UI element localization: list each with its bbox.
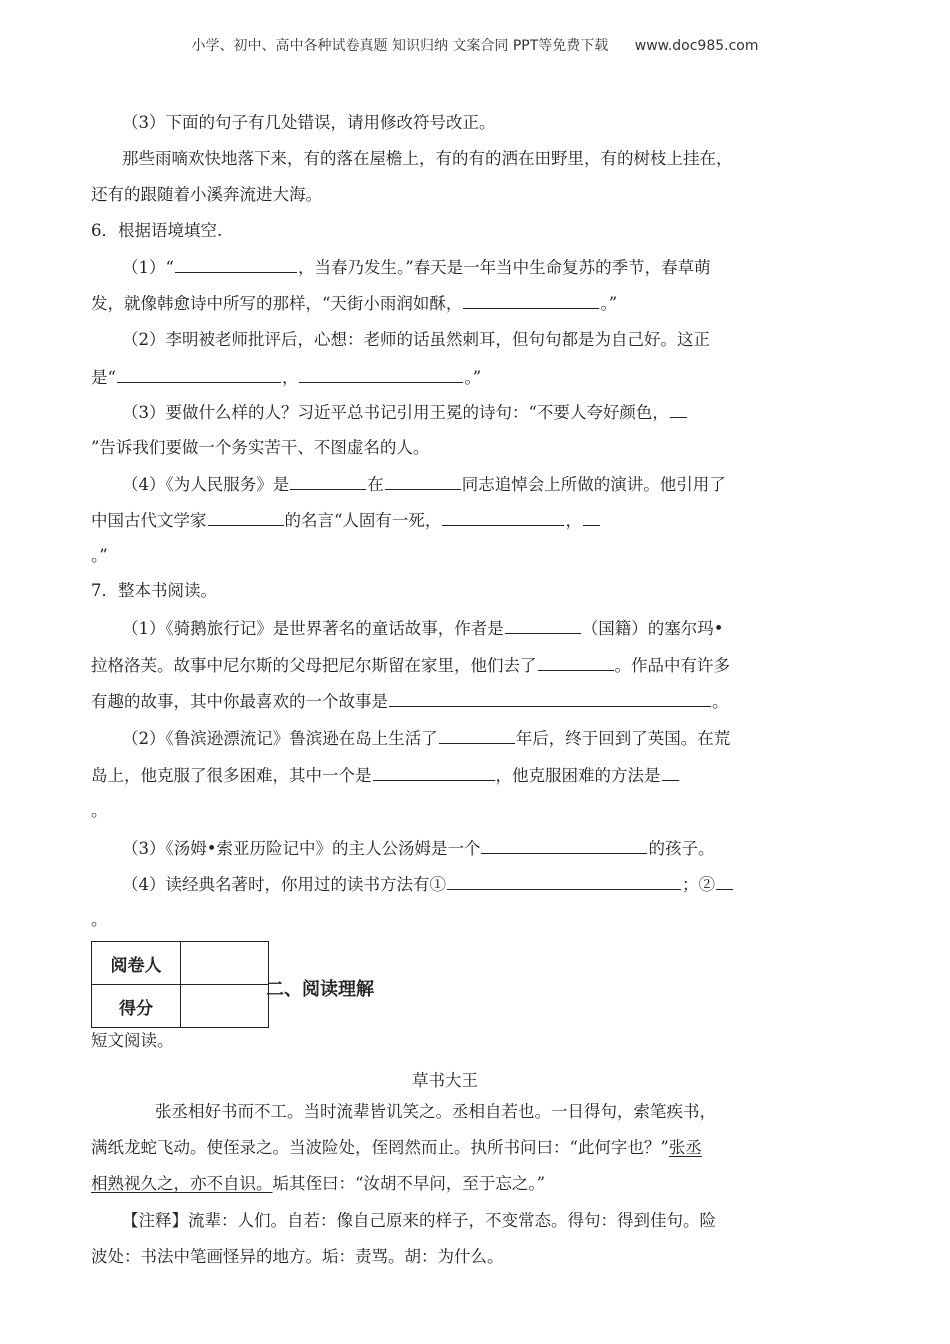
- answer-blank[interactable]: [175, 256, 297, 273]
- q6-item4-e: 的名言“人固有一死，: [284, 511, 442, 530]
- answer-blank[interactable]: [299, 366, 463, 383]
- passage-p2-a: 满纸龙蛇飞动。使侄录之。当波险处，侄罔然而止。执所书问曰：“此何字也？”: [91, 1138, 669, 1157]
- q6-item1-line2: [91, 292, 881, 315]
- note-line-1: 【注释】流辈：人们。自若：像自己原来的样子，不变常态。得句：得到佳句。险: [122, 1211, 716, 1230]
- q6-item1-line1: [122, 256, 912, 279]
- score-cell[interactable]: [181, 985, 269, 1028]
- answer-blank[interactable]: [463, 292, 599, 309]
- q6-item1-d: 。”: [600, 294, 618, 313]
- q6-title: 6．根据语境填空.: [91, 221, 223, 240]
- q7-item4-a: （4）读经典名著时，你用过的读书方法有①: [122, 875, 446, 894]
- q6-item4-line1: [122, 473, 912, 496]
- q7-item1-f: 。: [712, 692, 729, 711]
- section-title: 二、阅读理解: [266, 979, 374, 1000]
- q7-item3-b: 的孩子。: [648, 839, 715, 858]
- q7-item3-a: （3）《汤姆•索亚历险记中》的主人公汤姆是一个: [122, 839, 481, 858]
- q7-item1-b: （国籍）的塞尔玛•: [581, 619, 724, 638]
- q7-item2-line2: [91, 764, 881, 787]
- score-label: 得分: [92, 985, 181, 1028]
- answer-blank[interactable]: [208, 509, 284, 526]
- passage-line-3: [91, 1173, 881, 1195]
- q6-item1-a: （1）“: [122, 258, 174, 277]
- section-intro: 短文阅读。: [91, 1031, 174, 1050]
- q6-item4-a: （4）《为人民服务》是: [122, 475, 290, 494]
- passage-underlined-a: 张丞: [668, 1138, 702, 1157]
- q6-item3-line2: ”告诉我们要做一个务实苦干、不图虚名的人。: [91, 438, 430, 457]
- q7-title: 7．整本书阅读。: [91, 581, 217, 600]
- q6-item2-b: 是“: [91, 368, 116, 387]
- q5-3-sentence-1: 那些雨嘀欢快地落下来，有的落在屋檐上，有的有的洒在田野里，有的树枝上挂在，: [122, 149, 733, 168]
- q7-item2-line1: [122, 727, 912, 750]
- score-table: [91, 941, 269, 1028]
- answer-blank[interactable]: [290, 473, 366, 490]
- q7-item2-line3: 。: [91, 801, 108, 820]
- q7-item1-c: 拉格洛芙。故事中尼尔斯的父母把尼尔斯留在家里，他们去了: [91, 656, 537, 675]
- q6-item4-line2: [91, 509, 881, 532]
- q6-item2-line1: （2）李明被老师批评后，心想：老师的话虽然刺耳，但句句都是为自己好。这正: [122, 330, 710, 349]
- q6-item4-line3: 。”: [91, 546, 108, 565]
- passage-title: 草书大王: [412, 1071, 478, 1090]
- q7-item1-d: 。作品中有许多: [614, 656, 730, 675]
- passage-line-2: [91, 1137, 881, 1159]
- q7-item2-a: （2）《鲁滨逊漂流记》鲁滨逊在岛上生活了: [122, 729, 438, 748]
- passage-p3-b: 垢其侄曰：“汝胡不早问，至于忘之。”: [272, 1174, 546, 1193]
- q7-item3-line1: [122, 837, 912, 860]
- reviewer-cell[interactable]: [181, 942, 269, 985]
- q6-item2-c: ，: [281, 368, 299, 387]
- header-site: www.doc985.com: [634, 38, 759, 54]
- answer-blank[interactable]: [716, 873, 733, 890]
- reviewer-label: 阅卷人: [92, 942, 181, 985]
- q6-item2-d: 。”: [464, 368, 482, 387]
- answer-blank[interactable]: [662, 764, 679, 781]
- answer-blank[interactable]: [385, 473, 461, 490]
- q6-item4-c: 同志追悼会上所做的演讲。他引用了: [461, 475, 726, 494]
- q6-item3-a: （3）要做什么样的人？习近平总书记引用王冕的诗句：“不要人夸好颜色，: [122, 403, 669, 422]
- passage-line-1: 张丞相好书而不工。当时流辈皆讥笑之。丞相自若也。一日得句，索笔疾书，: [155, 1102, 716, 1121]
- answer-blank[interactable]: [447, 873, 681, 890]
- q6-item4-f: ，: [565, 511, 582, 530]
- page-header: [0, 35, 950, 55]
- note-line-2: 波处：书法中笔画怪异的地方。垢：责骂。胡：为什么。: [91, 1247, 504, 1266]
- passage-underlined-b: 相熟视久之，亦不自识。: [91, 1174, 273, 1193]
- q6-item4-d: 中国古代文学家: [91, 511, 207, 530]
- q7-item1-a: （1）《骑鹅旅行记》是世界著名的童话故事，作者是: [122, 619, 504, 638]
- q7-item4-line2: 。: [91, 910, 108, 929]
- q7-item4-line1: [122, 873, 912, 896]
- q6-item2-line2: [91, 366, 881, 389]
- q7-item2-b: 年后，终于回到了英国。在荒: [515, 729, 731, 748]
- q7-item2-d: ，他克服困难的方法是: [495, 766, 661, 785]
- q7-item4-b: ；②: [682, 875, 715, 894]
- q6-item1-b: ，当春乃发生。”春天是一年当中生命复苏的季节，春草萌: [297, 258, 711, 277]
- q5-3-prompt: （3）下面的句子有几处错误，请用修改符号改正。: [122, 113, 496, 132]
- answer-blank[interactable]: [670, 401, 687, 418]
- q7-item1-line3: [91, 690, 881, 713]
- header-text: 小学、初中、高中各种试卷真题 知识归纳 文案合同 PPT等免费下载: [191, 38, 609, 54]
- answer-blank[interactable]: [583, 509, 600, 526]
- answer-blank[interactable]: [481, 837, 647, 854]
- q7-item1-e: 有趣的故事，其中你最喜欢的一个故事是: [91, 692, 388, 711]
- answer-blank[interactable]: [117, 366, 281, 383]
- answer-blank[interactable]: [439, 727, 515, 744]
- q7-item2-c: 岛上，他克服了很多困难，其中一个是: [91, 766, 372, 785]
- q5-3-sentence-2: 还有的跟随着小溪奔流进大海。: [91, 185, 322, 204]
- answer-blank[interactable]: [442, 509, 564, 526]
- answer-blank[interactable]: [538, 654, 614, 671]
- q6-item1-c: 发，就像韩愈诗中所写的那样，“天街小雨润如酥，: [91, 294, 463, 313]
- answer-blank[interactable]: [373, 764, 495, 781]
- q6-item3-line1: [122, 401, 912, 424]
- q7-item1-line1: [122, 617, 912, 640]
- answer-blank[interactable]: [389, 690, 711, 707]
- q7-item1-line2: [91, 654, 881, 677]
- answer-blank[interactable]: [505, 617, 581, 634]
- q6-item4-b: 在: [367, 475, 384, 494]
